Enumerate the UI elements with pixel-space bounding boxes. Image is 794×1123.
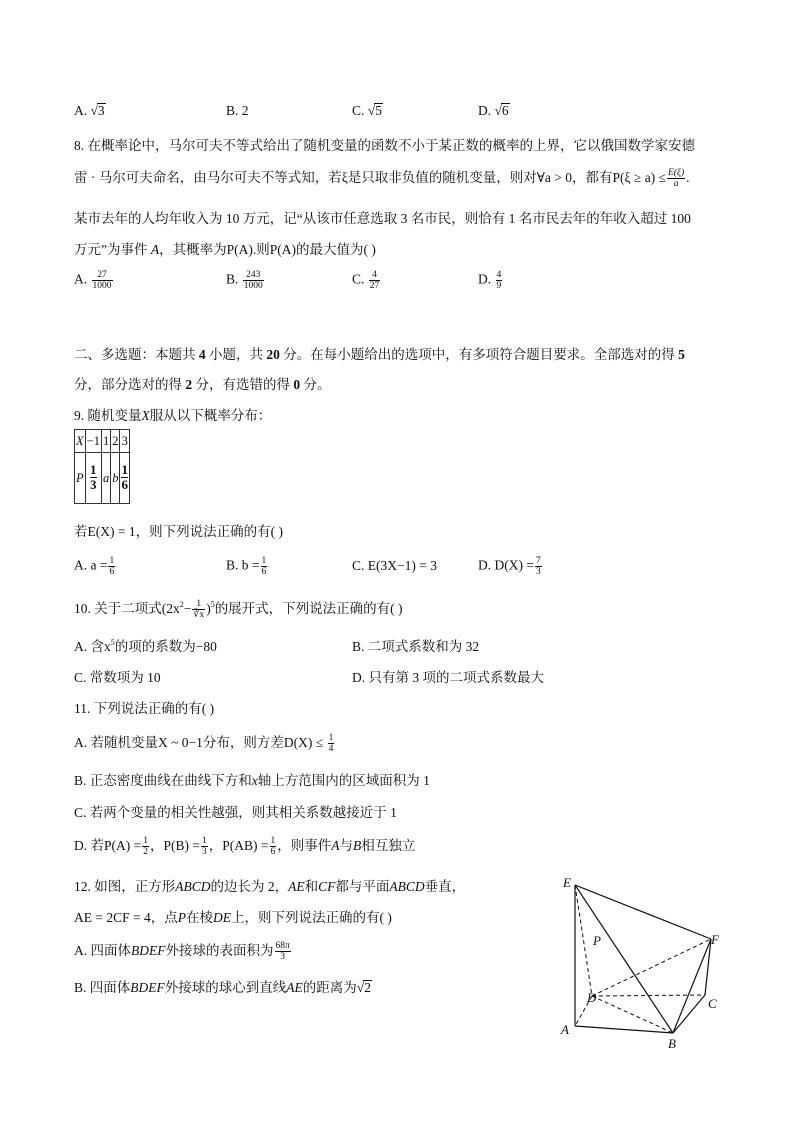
q10-stem: 10. 关于二项式($2x^2-$ $\frac{1}{∛x}$ )$^5$的展开式，下列说法正确的有( ) [74,599,403,621]
table-cell: 1 [101,430,110,453]
q7-option-d: D. √6 [478,103,509,118]
q10-option-d: D. 只有第 3 项的二项式系数最大 [352,670,544,685]
table-cell: X [75,430,86,453]
q11-option-a: A. 若随机变量X ~ 0−1分布，则方差D(X) ≤ $\frac{1}{4}$ [74,733,334,755]
q12-option-a: A. 四面体BDEF外接球的表面积为 $\frac{68\pi}{3}$ [74,941,290,963]
q9-option-d: D. D(X) = $\frac{7}{3}$ [478,556,541,577]
q8-option-c: C. $\frac{4}{27}$ [352,270,380,291]
q10-option-a: A. 含$x^5$的项的系数为−80 [74,638,217,654]
edge-DF [592,939,711,996]
section2-line1: 二、多选题：本题共 4 小题，共 20 分。在每小题给出的选项中，有多项符合题目要求。全部选对的得 5 [74,347,685,362]
q9-option-b: B. b = $\frac{1}{6}$ [226,556,267,577]
q11-option-d: D. 若P(A) = $\frac{1}{2}$ ，P(B) = $\frac{1}{3}$ ，P(AB) = $\frac{1}{6}$ ，则事件A与B相互独立 [74,836,416,858]
label-D: D [587,990,597,1005]
q10-option-b: B. 二项式系数和为 32 [352,639,480,654]
table-cell: 2 [111,430,120,453]
edge-ED [575,885,592,996]
q10-option-c: C. 常数项为 10 [74,670,161,685]
q11-option-c: C. 若两个变量的相关性越强，则其相关系数越接近于 1 [74,805,397,820]
q7-option-a: A. √3 [74,103,105,118]
q8-line4: 万元”为事件 A，其概率为P(A).则P(A)的最大值为( ) [74,242,376,257]
q12-line2: AE = 2CF = 4，点P在棱DE上，则下列说法正确的有( ) [74,910,392,925]
q12-line1: 12. 如图，正方形ABCD的边长为 2，AE和CF都与平面ABCD垂直， [74,879,466,894]
q12-option-b: B. 四面体BDEF外接球的球心到直线AE的距离为√2 [74,980,371,995]
section2-line2: 分，部分选对的得 2 分，有选错的得 0 分。 [74,377,331,392]
q9-option-a: A. a = $\frac{1}{6}$ [74,556,115,577]
q9-distribution-table [74,429,130,504]
edge-BC [673,995,705,1033]
edge-BF [673,939,711,1033]
q8-option-d: D. $\frac{4}{9}$ [478,270,502,291]
q8-line3: 某市去年的人均年收入为 10 万元，记“从该市任意选取 3 名市民，则恰有 1 名市民去年的年收入超过 100 [74,211,691,226]
label-F: F [711,932,719,947]
q12-geometry-figure [555,870,735,1055]
label-E: E [563,875,571,890]
table-cell: b [111,453,120,504]
q9-stem: 9. 随机变量X服从以下概率分布： [74,408,272,423]
label-A: A [561,1022,569,1037]
table-cell: −1 [85,430,101,453]
q11-stem: 11. 下列说法正确的有( ) [74,701,215,716]
q9-option-c: C. E(3X−1) = 3 [352,558,437,573]
edge-EF [575,885,711,939]
table-cell: 3 [120,430,130,453]
q8-option-a: A. $\frac{27}{1000}$ [74,270,112,291]
q7-option-c: C. √5 [352,103,382,118]
q9-condition: 若E(X) = 1，则下列说法正确的有( ) [74,524,283,539]
label-C: C [708,996,717,1011]
q7-option-b: B. 2 [226,103,249,118]
q8-line1: 8. 在概率论中，马尔可夫不等式给出了随机变量的函数不小于某正数的概率的上界，它以俄国数学家安德 [74,138,695,153]
q11-option-b: B. 正态密度曲线在曲线下方和x轴上方范围内的区域面积为 1 [74,773,430,788]
q8-option-b: B. $\frac{243}{1000}$ [226,270,263,291]
table-cell: a [101,453,110,504]
table-cell: $\frac{1}{3}$ [85,453,101,504]
label-B: B [668,1036,676,1051]
label-P: P [593,933,601,948]
q8-line2: 雷 · 马尔可夫命名，由马尔可夫不等式知，若ξ是只取非负值的随机变量，则对∀a > 0，都有P(ξ ≥ a) ≤ $\frac{E(\xi)}{a}$ . [74,168,690,190]
edge-AB [575,1026,673,1033]
table-cell: P [75,453,86,504]
table-cell: $\frac{1}{6}$ [120,453,130,504]
